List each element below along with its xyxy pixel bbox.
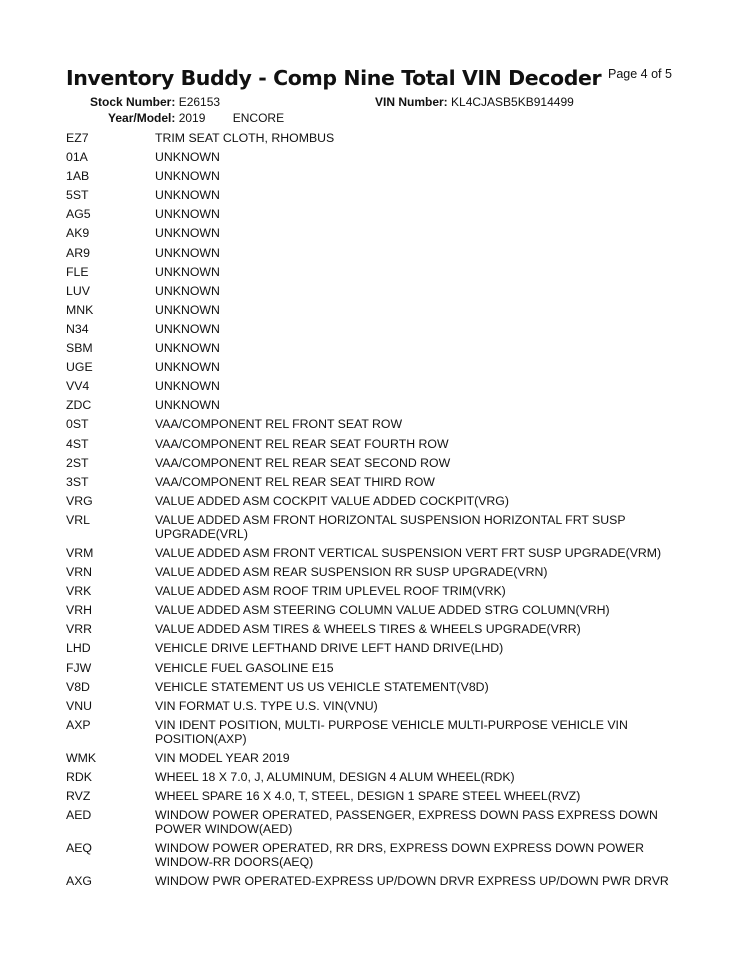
option-description: VALUE ADDED ASM REAR SUSPENSION RR SUSP UPGRADE(VRN) (155, 565, 548, 580)
option-code: AR9 (66, 245, 90, 260)
option-code: 4ST (66, 436, 89, 451)
option-code: AED (66, 808, 92, 823)
page-number: Page 4 of 5 (608, 67, 672, 81)
option-code: VRK (66, 584, 92, 599)
year-model (108, 111, 284, 125)
option-row (0, 169, 742, 183)
option-row (0, 603, 742, 617)
option-description: UNKNOWN (155, 302, 220, 317)
option-description: WINDOW PWR OPERATED-EXPRESS UP/DOWN DRVR EXPRESS UP/DOWN PWR DRVR (155, 874, 669, 889)
option-code: MNK (66, 302, 94, 317)
option-row (0, 417, 742, 431)
option-code: AXG (66, 874, 92, 889)
option-description: UNKNOWN (155, 264, 220, 279)
option-description: WINDOW POWER OPERATED, PASSENGER, EXPRESS DOWN PASS EXPRESS DOWN POWER WINDOW(AED) (155, 808, 658, 837)
option-code: VNU (66, 698, 92, 713)
option-row (0, 699, 742, 713)
model-value: ENCORE (232, 111, 285, 125)
option-code: EZ7 (66, 131, 89, 145)
option-code: ZDC (66, 398, 92, 413)
option-description: VAA/COMPONENT REL REAR SEAT THIRD ROW (155, 474, 435, 489)
option-description: WINDOW POWER OPERATED, RR DRS, EXPRESS DOWN EXPRESS DOWN POWER WINDOW-RR DOORS(AEQ) (155, 841, 644, 870)
option-row (0, 680, 742, 694)
option-row (0, 475, 742, 489)
option-description: VALUE ADDED ASM FRONT VERTICAL SUSPENSION VERT FRT SUSP UPGRADE(VRM) (155, 545, 662, 560)
option-description: VALUE ADDED ASM COCKPIT VALUE ADDED COCKPIT(VRG) (155, 493, 509, 508)
option-row (0, 322, 742, 336)
option-code: UGE (66, 360, 93, 375)
option-row (0, 770, 742, 784)
option-code: 3ST (66, 474, 89, 489)
option-row (0, 661, 742, 675)
option-description: VEHICLE FUEL GASOLINE E15 (155, 660, 334, 675)
option-description: WHEEL SPARE 16 X 4.0, T, STEEL, DESIGN 1 SPARE STEEL WHEEL(RVZ) (155, 789, 581, 804)
option-description: WHEEL 18 X 7.0, J, ALUMINUM, DESIGN 4 ALUM WHEEL(RDK) (155, 770, 515, 784)
option-row (0, 341, 742, 355)
vin-number-value: KL4CJASB5KB914499 (451, 95, 574, 109)
option-description: VIN IDENT POSITION, MULTI- PURPOSE VEHICLE MULTI-PURPOSE VEHICLE VIN POSITION(AXP) (155, 717, 628, 746)
option-description: UNKNOWN (155, 188, 220, 203)
option-description: VEHICLE DRIVE LEFTHAND DRIVE LEFT HAND DRIVE(LHD) (155, 641, 504, 656)
option-row (0, 398, 742, 412)
option-code: FLE (66, 264, 89, 279)
option-description: VALUE ADDED ASM TIRES & WHEELS TIRES & WHEELS UPGRADE(VRR) (155, 622, 581, 637)
option-row (0, 226, 742, 240)
option-row (0, 546, 742, 560)
option-description: UNKNOWN (155, 398, 220, 413)
option-row (0, 789, 742, 803)
option-description: VAA/COMPONENT REL FRONT SEAT ROW (155, 417, 403, 432)
option-description: VEHICLE STATEMENT US US VEHICLE STATEMENT(V8D) (155, 679, 489, 694)
option-description: UNKNOWN (155, 207, 220, 222)
option-code: RVZ (66, 789, 91, 804)
option-description: UNKNOWN (155, 283, 220, 298)
option-code: SBM (66, 341, 93, 356)
option-row (0, 874, 742, 888)
option-row (0, 494, 742, 508)
vin-number (375, 95, 574, 109)
option-description: UNKNOWN (155, 169, 220, 184)
option-description: UNKNOWN (155, 150, 220, 165)
option-code: VV4 (66, 379, 90, 394)
option-code: AK9 (66, 226, 90, 241)
option-row (0, 131, 742, 145)
option-description: VALUE ADDED ASM STEERING COLUMN VALUE ADDED STRG COLUMN(VRH) (155, 603, 610, 618)
option-code: VRH (66, 603, 92, 618)
option-code: 1AB (66, 169, 90, 184)
report-title: Inventory Buddy - Comp Nine Total VIN Decoder (66, 66, 602, 90)
option-code: LUV (66, 283, 90, 298)
option-code: VRM (66, 545, 94, 560)
option-row (0, 379, 742, 393)
option-row (0, 265, 742, 279)
option-description: UNKNOWN (155, 379, 220, 394)
option-code: AEQ (66, 841, 92, 856)
option-code: RDK (66, 770, 92, 784)
option-description: UNKNOWN (155, 245, 220, 260)
option-code: 0ST (66, 417, 89, 432)
option-code: 2ST (66, 455, 89, 470)
year-value: 2019 (178, 111, 206, 125)
option-description: VALUE ADDED ASM FRONT HORIZONTAL SUSPENSION HORIZONTAL FRT SUSP UPGRADE(VRL) (155, 512, 626, 541)
option-row (0, 808, 742, 836)
option-code: N34 (66, 321, 89, 336)
option-description: VIN MODEL YEAR 2019 (155, 750, 290, 765)
option-row (0, 584, 742, 598)
option-code: VRN (66, 565, 92, 580)
option-code: 01A (66, 150, 88, 165)
option-row (0, 718, 742, 746)
option-description: UNKNOWN (155, 360, 220, 375)
option-row (0, 841, 742, 869)
option-description: UNKNOWN (155, 321, 220, 336)
option-description: VALUE ADDED ASM ROOF TRIM UPLEVEL ROOF TRIM(VRK) (155, 584, 506, 599)
stock-number-label: Stock Number: (90, 95, 176, 109)
stock-number (90, 95, 220, 109)
option-code: VRG (66, 493, 93, 508)
option-code: AG5 (66, 207, 91, 222)
option-row (0, 437, 742, 451)
option-code: FJW (66, 660, 92, 675)
option-row (0, 150, 742, 164)
option-row (0, 284, 742, 298)
option-row (0, 303, 742, 317)
option-description: UNKNOWN (155, 341, 220, 356)
option-row (0, 513, 742, 541)
option-code: 5ST (66, 188, 89, 203)
option-code-list (0, 131, 742, 893)
option-row (0, 246, 742, 260)
option-description: VAA/COMPONENT REL REAR SEAT FOURTH ROW (155, 436, 449, 451)
option-code: VRL (66, 512, 90, 527)
option-description: TRIM SEAT CLOTH, RHOMBUS (155, 131, 335, 145)
option-row (0, 188, 742, 202)
option-description: UNKNOWN (155, 226, 220, 241)
option-description: VIN FORMAT U.S. TYPE U.S. VIN(VNU) (155, 698, 378, 713)
year-model-label: Year/Model: (108, 111, 176, 125)
option-row (0, 622, 742, 636)
option-row (0, 456, 742, 470)
option-code: VRR (66, 622, 92, 637)
option-row (0, 565, 742, 579)
option-code: LHD (66, 641, 91, 656)
option-description: VAA/COMPONENT REL REAR SEAT SECOND ROW (155, 455, 451, 470)
option-code: V8D (66, 679, 90, 694)
option-row (0, 641, 742, 655)
option-code: WMK (66, 750, 97, 765)
option-code: AXP (66, 717, 91, 732)
stock-number-value: E26153 (178, 95, 221, 109)
vin-number-label: VIN Number: (375, 95, 448, 109)
option-row (0, 751, 742, 765)
option-row (0, 360, 742, 374)
option-row (0, 207, 742, 221)
